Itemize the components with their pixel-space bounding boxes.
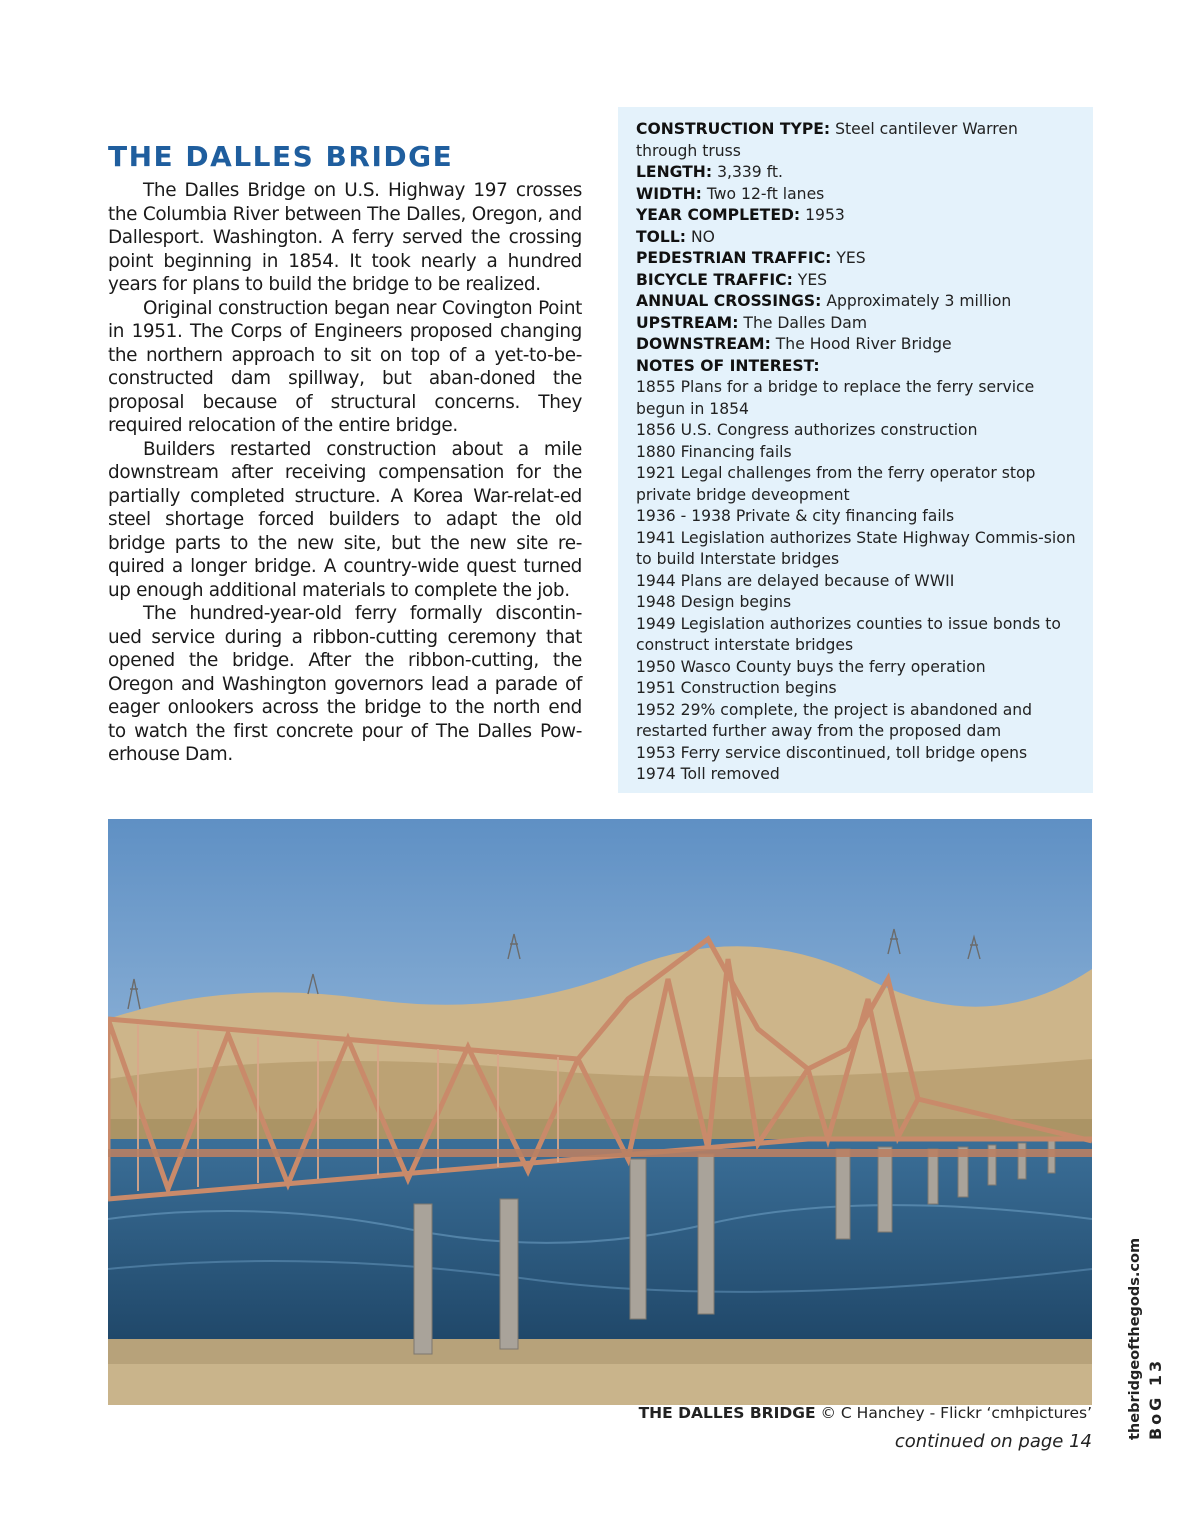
- bridge-illustration: [108, 819, 1092, 1405]
- caption-credit: © C Hanchey - Flickr ‘cmhpictures’: [815, 1404, 1092, 1422]
- fact-label: UPSTREAM:: [636, 313, 739, 332]
- fact-value: YES: [836, 249, 866, 267]
- photo-caption: [639, 1404, 1092, 1422]
- fact-row: [636, 248, 1079, 270]
- article-title: THE DALLES BRIDGE: [108, 140, 454, 173]
- fact-label: BICYCLE TRAFFIC:: [636, 270, 793, 289]
- note-item: 1950 Wasco County buys the ferry operation: [636, 657, 986, 676]
- article-body: [108, 179, 582, 767]
- note-item: 1855 Plans for a bridge to replace the ferry service begun in 1854: [636, 378, 1035, 418]
- fact-value: 1953: [805, 206, 845, 224]
- facts-list: [636, 119, 1079, 356]
- fact-label: YEAR COMPLETED:: [636, 206, 801, 224]
- fact-value: YES: [797, 270, 828, 289]
- fact-row: [636, 205, 1079, 227]
- fact-label: WIDTH:: [636, 184, 702, 203]
- river: [108, 1139, 1092, 1354]
- fact-value: Steel cantilever Warren through truss: [636, 120, 1018, 160]
- notes-heading: [636, 356, 1079, 378]
- fact-value: NO: [690, 227, 715, 246]
- notes-label: NOTES OF INTEREST:: [636, 356, 820, 375]
- fact-row: [636, 184, 1079, 206]
- fact-value: 3,339 ft.: [717, 163, 783, 181]
- fact-row: [636, 119, 1079, 162]
- note-item: 1856 U.S. Congress authorizes construction: [636, 421, 978, 439]
- facts-box: [618, 107, 1093, 793]
- article-paragraph: Builders restarted construction about a mile downstream after receiving compensation for the partially completed structure. A Korea War-relat-ed steel shortage forced builders to adapt the old bridge parts to the new site, but the new site re-quired a longer bridge. A country-wide quest turned up enough additional materials to complete the job.: [108, 438, 582, 601]
- article-paragraph: Original construction began near Covington Point in 1951. The Corps of Engineers proposed changing the northern approach to sit on top of a yet-to-be- constructed dam spillway, but aban-doned the proposal because of structural concerns. They required relocation of the entire bridge.: [108, 297, 582, 436]
- fact-value: The Dalles Dam: [743, 313, 868, 332]
- notes-list: [636, 377, 1079, 786]
- note-item: 1944 Plans are delayed because of WWII: [636, 571, 955, 590]
- fact-value: Approximately 3 million: [826, 292, 1012, 310]
- article-paragraph: The hundred-year-old ferry formally discontin-ued service during a ribbon-cutting ceremony that opened the bridge. After the ribbon-cutting, the Oregon and Washington governors lead a parade of eager onlookers across the bridge to the north end to watch the first concrete pour of The Dalles Pow-erhouse Dam.: [108, 603, 582, 765]
- article-paragraph: The Dalles Bridge on U.S. Highway 197 crosses the Columbia River between The Dalles, Oregon, and Dallesport. Washington. A ferry served the crossing point beginning in 1854. It took nearly a hundred years for plans to build the bridge to be realized.: [108, 180, 582, 295]
- fact-label: LENGTH:: [636, 163, 713, 181]
- fact-row: [636, 313, 1079, 335]
- article: [108, 140, 582, 767]
- fact-label: TOLL:: [636, 227, 687, 246]
- fact-row: [636, 162, 1079, 184]
- caption-title: THE DALLES BRIDGE: [638, 1404, 816, 1422]
- page-number: BoG 13: [1146, 1357, 1165, 1440]
- continued-note: continued on page 14: [894, 1431, 1092, 1452]
- bridge-photo: [108, 819, 1092, 1405]
- fact-label: PEDESTRIAN TRAFFIC:: [636, 249, 832, 267]
- note-item: 1948 Design begins: [636, 593, 792, 611]
- note-item: 1936 - 1938 Private & city financing fails: [636, 507, 955, 525]
- note-item: 1952 29% complete, the project is abandoned and restarted further away from the proposed dam: [636, 700, 1033, 740]
- fact-row: [636, 334, 1079, 356]
- fact-value: The Hood River Bridge: [775, 335, 952, 353]
- fact-label: ANNUAL CROSSINGS:: [636, 292, 822, 310]
- note-item: 1880 Financing fails: [636, 442, 792, 461]
- fact-row: [636, 291, 1079, 313]
- note-item: 1921 Legal challenges from the ferry operator stop private bridge deveopment: [636, 464, 1036, 504]
- page-footer-vertical: [1124, 1238, 1165, 1440]
- note-item: 1949 Legislation authorizes counties to issue bonds to construct interstate bridges: [636, 614, 1061, 654]
- site-url: thebridgeofthegods.com: [1127, 1237, 1143, 1440]
- fact-label: DOWNSTREAM:: [636, 335, 771, 353]
- note-item: 1951 Construction begins: [636, 679, 837, 697]
- fact-row: [636, 270, 1079, 292]
- note-item: 1953 Ferry service discontinued, toll bridge opens: [636, 743, 1028, 762]
- fact-label: CONSTRUCTION TYPE:: [636, 120, 831, 138]
- fact-row: [636, 227, 1079, 249]
- note-item: 1941 Legislation authorizes State Highway Commis-sion to build Interstate bridges: [636, 528, 1076, 568]
- fact-value: Two 12-ft lanes: [706, 184, 825, 203]
- note-item: 1974 Toll removed: [636, 765, 780, 783]
